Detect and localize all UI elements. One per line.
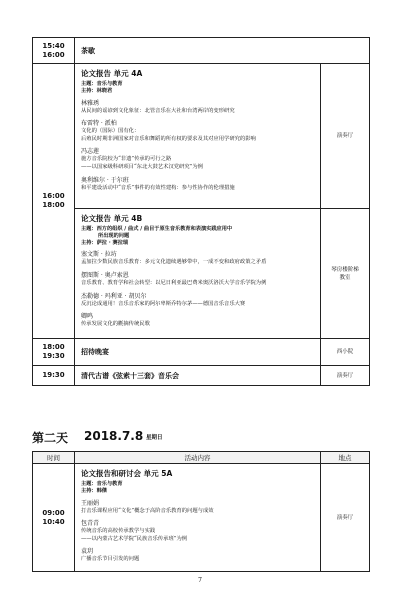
venue-cell: [321, 209, 370, 339]
talk-item: [81, 520, 314, 543]
page-number: 7: [198, 577, 202, 584]
talk-item: [81, 548, 314, 564]
session-4b: [75, 209, 321, 339]
talk-title: 反沉论成通用！音乐音乐家的阿尔卑斯乔特尔茅——德国音乐音乐大赛: [81, 300, 246, 307]
time-end: 19:30: [42, 352, 65, 360]
row-session-4a: [33, 64, 370, 209]
talk-title: 孟加拉少数民族音乐教育：多元文化遗续遇够带中，一成不变和政府政策之矛盾: [81, 259, 267, 266]
time-end: 18:00: [42, 201, 65, 209]
session-4a: [75, 64, 321, 209]
time-end: 10:40: [42, 517, 65, 526]
row-banquet: [33, 339, 370, 366]
speaker-name: 布雷特 · 派柏: [81, 120, 117, 128]
time-start: 15:40: [42, 41, 65, 50]
talk-title: 文化的（国际）国有化： 后殖民时期非洲国家对音乐和舞蹈的所有权的要求及其对应用学研究的影响: [81, 128, 256, 142]
speaker-name: 摆图斯 · 奥卢索恩: [81, 271, 129, 279]
session-topic: 主题：音乐与教育: [81, 81, 123, 87]
talk-item: [81, 100, 314, 116]
speaker-name: 杰勒德 · 玛利亚 · 胡贝尔: [81, 292, 147, 300]
time-start: 18:00: [42, 343, 65, 351]
time-cell: [33, 64, 75, 339]
talk-item: [81, 120, 314, 143]
session-host: 主持：萨拉 · 赛拉瑞: [81, 239, 129, 246]
time-start: 19:30: [42, 371, 65, 379]
venue-cell: 演奏厅: [321, 464, 370, 572]
talk-title: 和平建设活动中“音乐”事件的有效性建构：参与性协作的伦理措施: [81, 184, 235, 191]
talk-title: 广播音乐节目引发的问题: [81, 556, 140, 563]
row-session-4b: [33, 209, 370, 339]
tea-break-title: 茶歇: [75, 38, 370, 64]
header-venue: 地点: [321, 452, 370, 464]
speaker-name: 冯志莲: [81, 148, 100, 156]
speaker-name: 王丽娟: [81, 499, 100, 507]
session-title: 论文报告和研讨会 单元 5A: [81, 469, 173, 478]
time-cell: [33, 464, 75, 572]
time-cell: [33, 339, 75, 366]
time-start: 16:00: [42, 192, 65, 200]
day2-header: [32, 429, 369, 443]
session-title: 论文报告 单元 4B: [81, 214, 143, 223]
day1-schedule-table: [32, 37, 370, 386]
speaker-name: 林雅琇: [81, 99, 100, 107]
talk-title: 打击乐课程应用“文化”概念于高阶音乐教育的问题与成效: [81, 507, 214, 514]
session-title: 论文报告 单元 4A: [81, 69, 143, 78]
speaker-name: 袁玥: [81, 548, 94, 556]
session-host: 主持：韩傑: [81, 487, 107, 494]
day-weekday: 星期日: [146, 435, 163, 441]
venue-cell: 演奏厅: [321, 64, 370, 209]
talk-item: [81, 293, 314, 309]
time-start: 09:00: [42, 508, 65, 517]
speaker-name: 包青青: [81, 520, 100, 528]
header-content: 活动内容: [75, 452, 321, 464]
speaker-name: 卿鸣: [81, 313, 94, 321]
session-topic: 主题：西方的组织 / 曲式 / 曲目于原生音乐教育和表演实践应用中: [81, 226, 233, 232]
venue-line: 琴房楼阶梯: [331, 266, 359, 273]
talk-title: 传统音乐的高校传承教学与实践 ——以内蒙古艺术学院“民族音乐传承班”为例: [81, 528, 188, 542]
talk-item: [81, 500, 314, 516]
talk-item: [81, 251, 314, 267]
header-time: 时间: [33, 452, 75, 464]
row-concert: [33, 366, 370, 386]
day-label: 第二天: [32, 431, 69, 445]
banquet-title: 招待晚宴: [75, 339, 321, 366]
time-cell: [33, 38, 75, 64]
concert-title: 清代古谱《弦索十三套》音乐会: [75, 366, 321, 386]
row-session-5a: [33, 464, 370, 572]
row-tea-break: [33, 38, 370, 64]
time-end: 16:00: [42, 50, 65, 59]
speaker-name: 塞文斯 · 拉坊: [81, 251, 117, 259]
session-host: 主持：林晓君: [81, 87, 113, 94]
day2-schedule-table: [32, 451, 370, 572]
talk-title: 传承发展文化的氍摘传统民歌: [81, 321, 150, 328]
talk-item: [81, 148, 314, 171]
talk-title: 音乐教育、教育学和社会转型：以尼日利亚最巴费米奥沃洛沃大学音乐学院为例: [81, 279, 267, 286]
venue-cell: 西小院: [321, 339, 370, 366]
talk-title: 施方音乐院校为“非遗”传承的可行之路 ——以国家级科研项目“东北大鼓艺术汉党研究”为例: [81, 156, 203, 170]
talk-item: [81, 313, 314, 329]
session-topic: 主题：音乐与教育: [81, 481, 123, 487]
talk-title: 从民间的谣谚到文化象征：北管音乐在大社和台湾两岸的变形研究: [81, 107, 235, 114]
table-header-row: [33, 452, 370, 464]
venue-line: 教室: [339, 274, 351, 281]
talk-item: [81, 177, 314, 193]
session-5a: [75, 464, 321, 572]
day-date: 2018.7.8: [84, 429, 144, 443]
speaker-name: 奥利维尔 · 于尔班: [81, 176, 129, 184]
venue-cell: 演奏厅: [321, 366, 370, 386]
talk-item: [81, 272, 314, 288]
session-topic-continued: 所出现的问题: [98, 232, 130, 239]
time-cell: [33, 366, 75, 386]
